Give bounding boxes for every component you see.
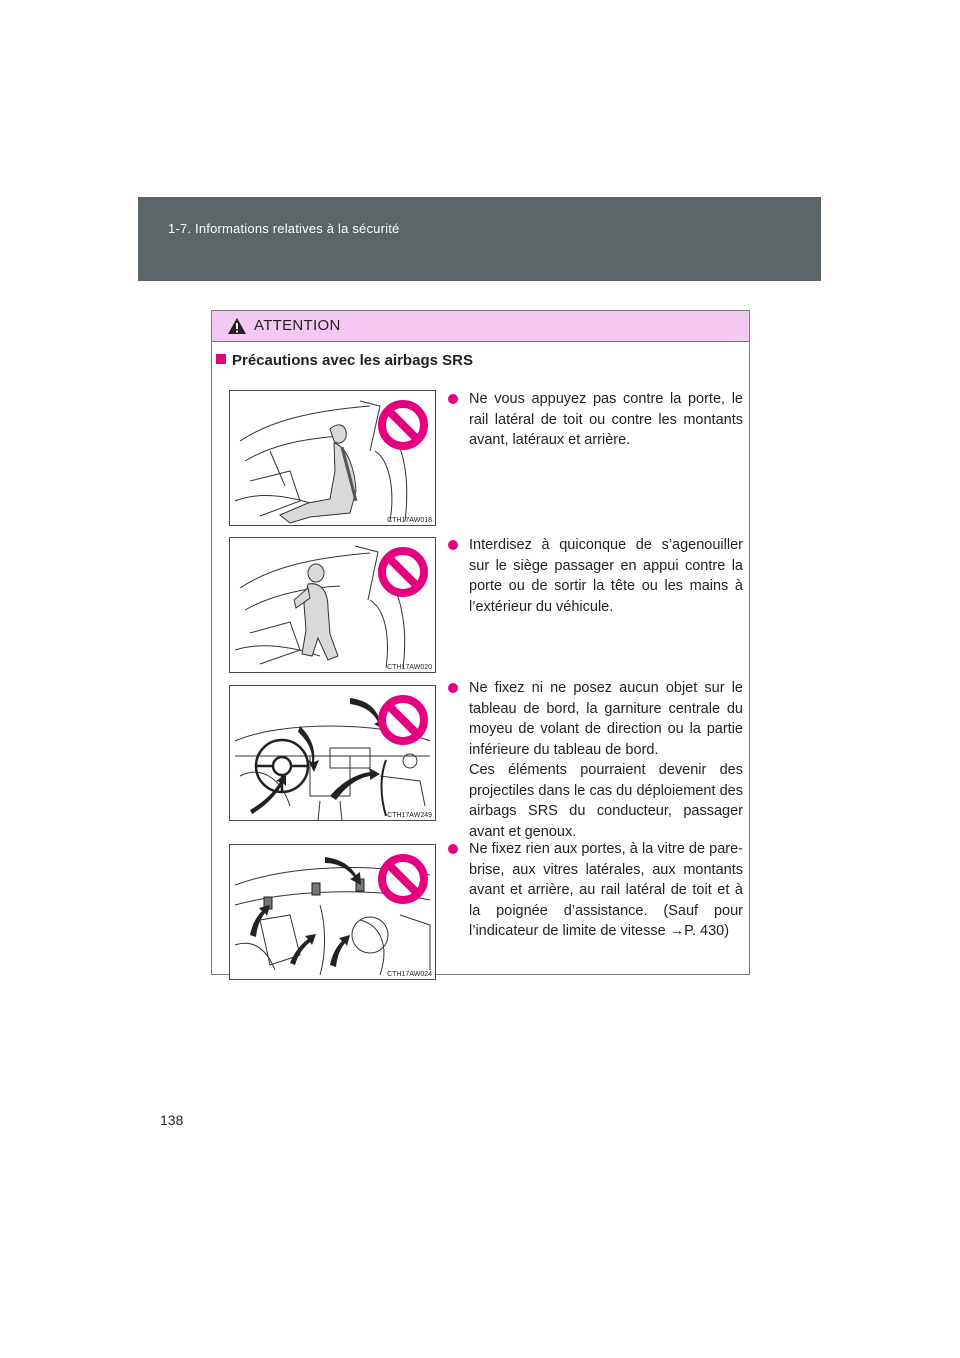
bullet-item <box>452 389 743 451</box>
section-header-bar <box>138 197 821 281</box>
section-label: 1-7. Informations relatives à la sécurité <box>168 221 400 236</box>
illustration-doors-windows <box>229 844 436 980</box>
bullet-dot-icon <box>448 540 458 550</box>
warning-triangle-icon <box>227 317 247 335</box>
bullet-item <box>452 839 743 942</box>
illustration-kneeling-seat <box>229 537 436 673</box>
prohibition-icon <box>377 399 429 451</box>
bullet-text: Ne fixez rien aux portes, à la vitre de pare-brise, aux vitres latérales, aux montants avant et arrière, au rail latéral de toit et à la poignée d’assistance. (Sauf pour l’indicateur de limite de vitesse →P. 430) <box>469 841 743 939</box>
bullet-item <box>452 678 743 842</box>
illustration-code: CTH17AW018 <box>387 517 432 524</box>
bullet-text: Interdisez à quiconque de s’agenouiller sur le siège passager en appui contre la porte ou de sortir la tête ou les mains à l’extérieur du véhicule. <box>469 537 743 615</box>
subheading-text: Précautions avec les airbags SRS <box>232 352 473 369</box>
illustration-dashboard-objects <box>229 685 436 821</box>
bullet-text-continued: Ces éléments pourraient devenir des projectiles dans le cas du déploiement des airbags SRS du conducteur, passager avant et genoux. <box>469 762 743 840</box>
illustration-code: CTH17AW020 <box>387 664 432 671</box>
square-bullet-icon <box>216 354 226 364</box>
attention-title: ATTENTION <box>254 317 341 334</box>
page-number: 138 <box>160 1112 184 1128</box>
illustration-leaning-door <box>229 390 436 526</box>
attention-box <box>211 310 750 978</box>
prohibition-icon <box>377 546 429 598</box>
section-subheading <box>216 352 473 369</box>
bullet-item <box>452 535 743 617</box>
illustration-code: CTH17AW024 <box>387 971 432 978</box>
bullet-dot-icon <box>448 844 458 854</box>
bullet-text: Ne vous appuyez pas contre la porte, le rail latéral de toit ou contre les montants avant, latéraux et arrière. <box>469 391 743 448</box>
attention-header <box>212 311 749 342</box>
bullet-dot-icon <box>448 394 458 404</box>
bullet-dot-icon <box>448 683 458 693</box>
illustration-code: CTH17AW249 <box>387 812 432 819</box>
prohibition-icon <box>377 853 429 905</box>
prohibition-icon <box>377 694 429 746</box>
bullet-text: Ne fixez ni ne posez aucun objet sur le tableau de bord, la garniture centrale du moyeu de volant de direction ou la partie inférieure du tableau de bord. <box>469 680 743 758</box>
